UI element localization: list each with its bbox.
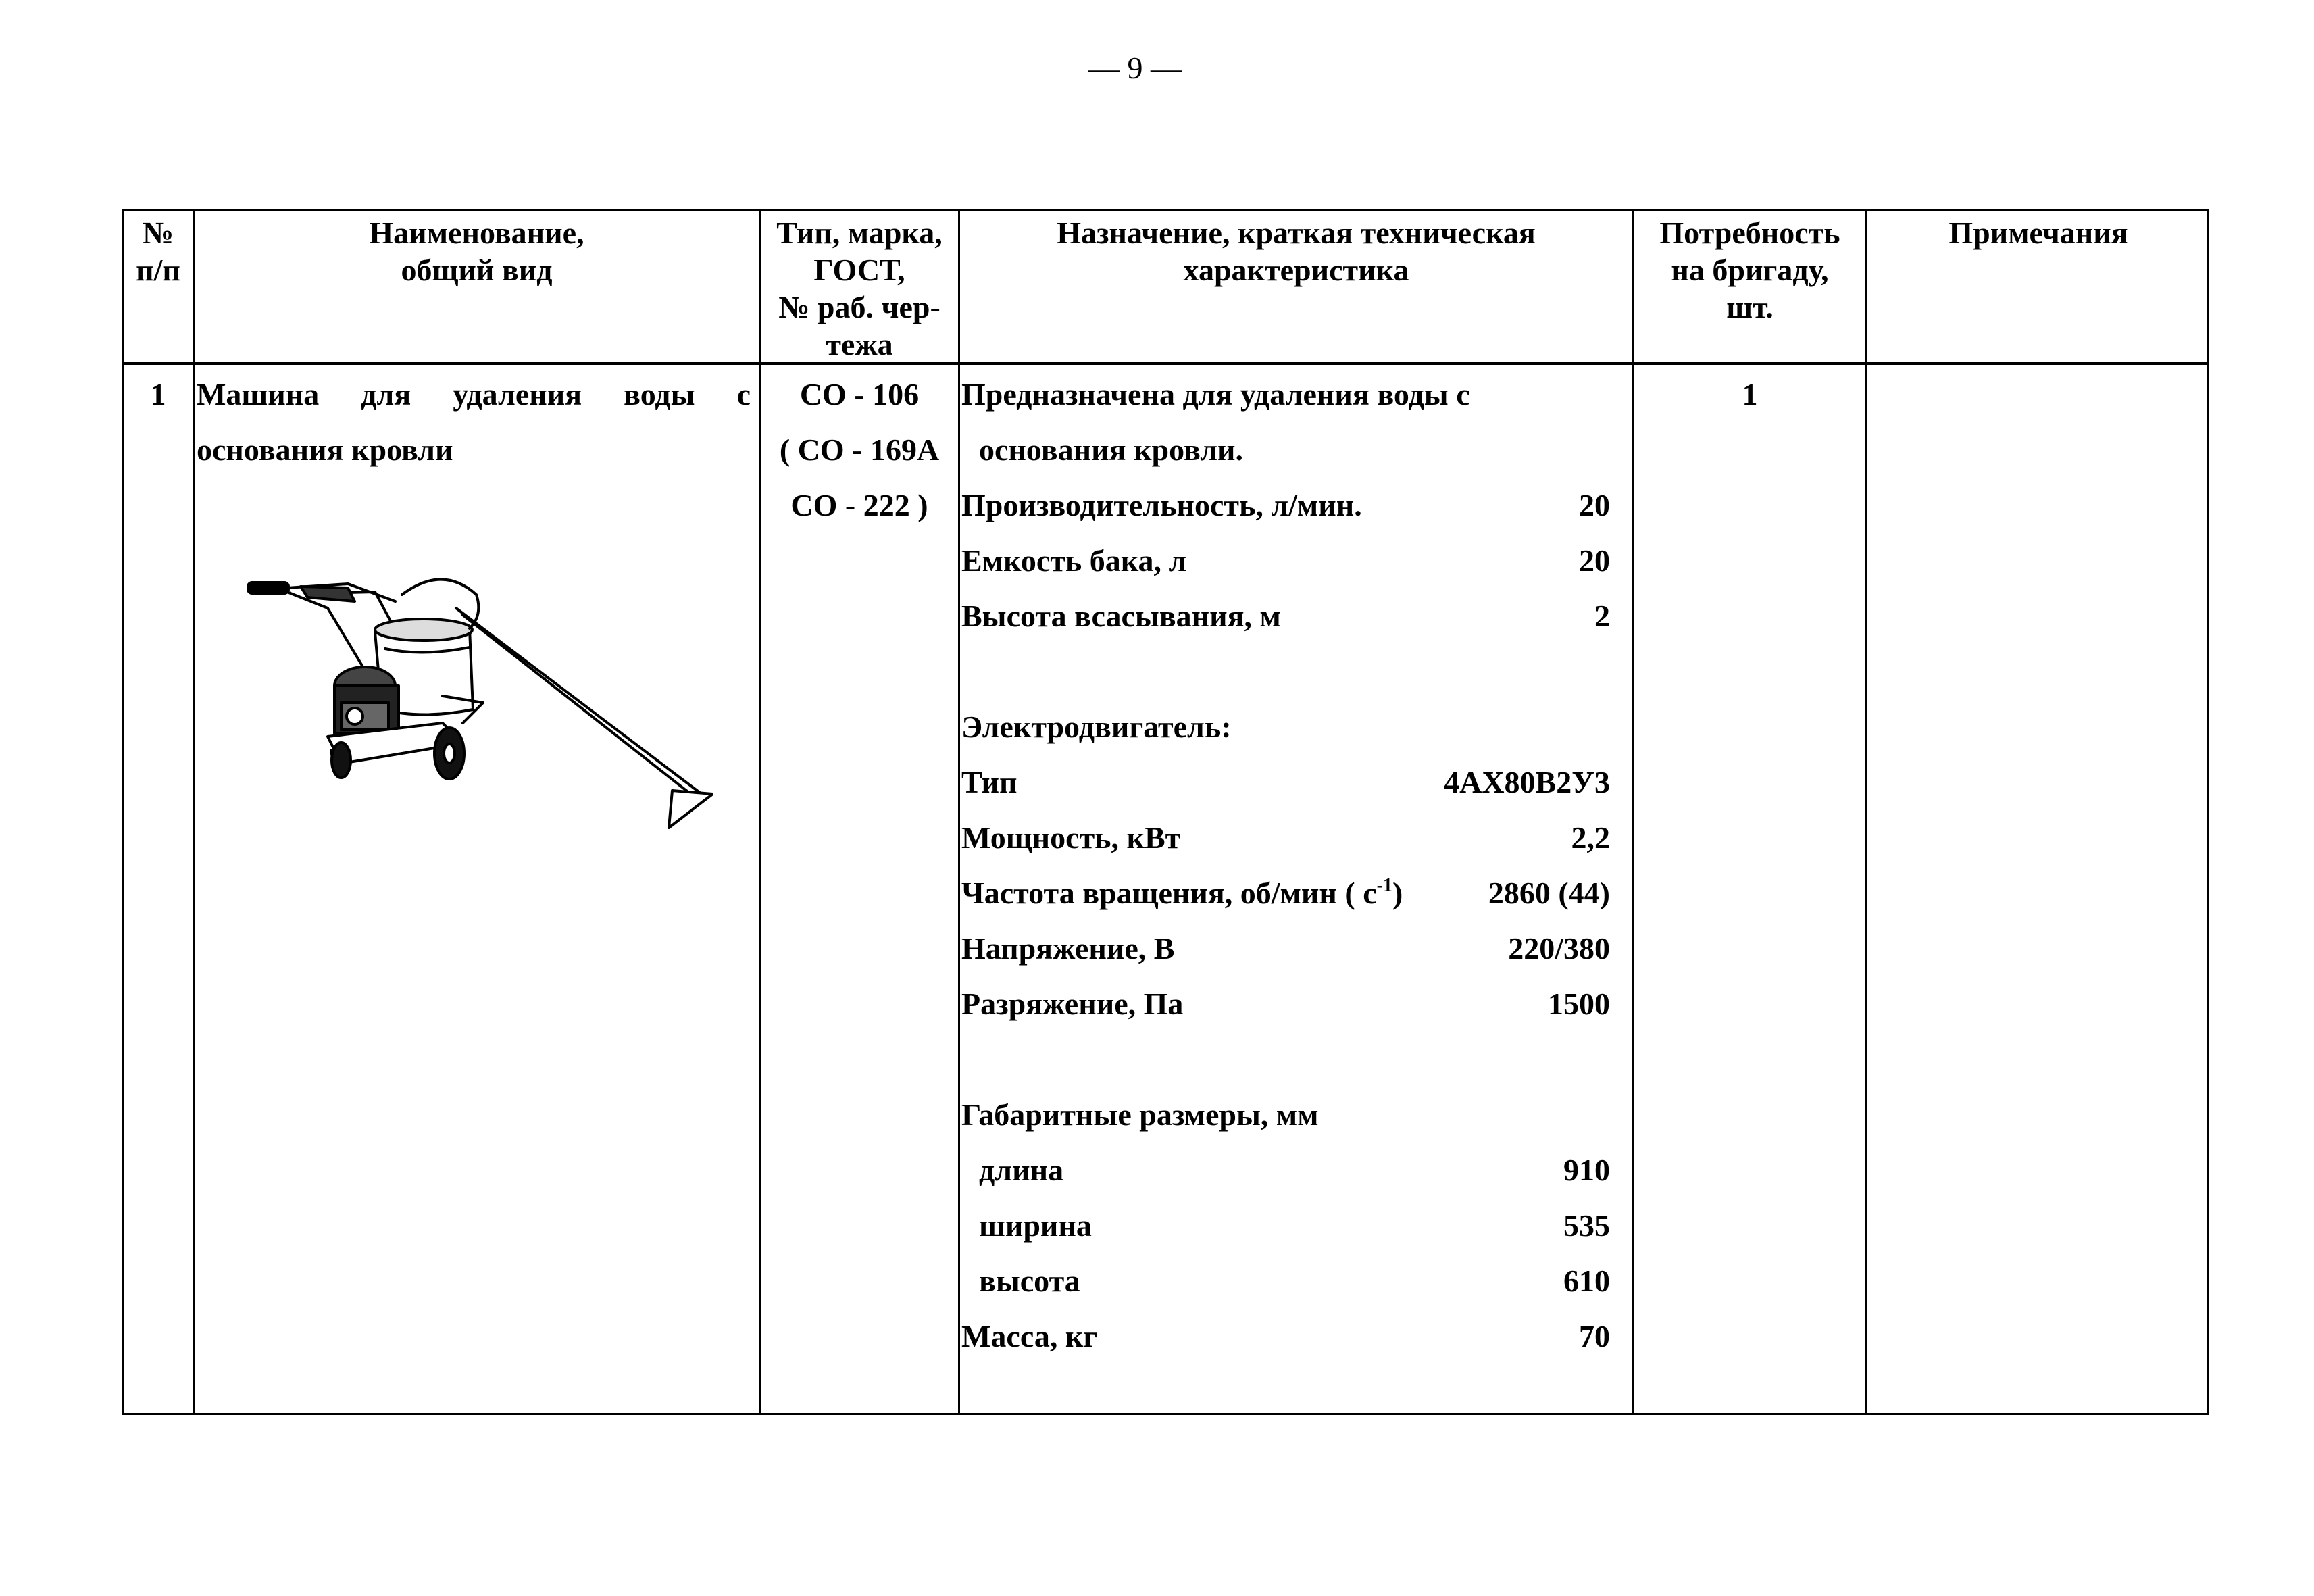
motor-heading: Электродвигатель:: [961, 709, 1232, 744]
spec-label: Напряжение, В: [961, 931, 1175, 966]
spec-value: 220/380: [1508, 931, 1610, 966]
spec-value: 2: [1594, 599, 1610, 633]
header-type-line: № раб. чер-: [778, 290, 940, 324]
item-need: 1: [1742, 377, 1758, 412]
superscript: -1: [1376, 875, 1392, 896]
spec-width: [961, 1198, 1610, 1253]
spec-label: высота: [979, 1264, 1080, 1298]
spec-value: 910: [1563, 1153, 1610, 1187]
spec-tank: [961, 533, 1610, 589]
spec-power: [961, 810, 1610, 866]
header-num: [124, 214, 193, 289]
spec-label: Производительность, л/мин.: [961, 488, 1362, 522]
page-number: — 9 —: [1088, 51, 1182, 85]
spec-label: Мощность, кВт: [961, 820, 1181, 855]
header-type-line: ГОСТ,: [813, 253, 905, 287]
spec-value: 4АХ80В2У3: [1444, 765, 1610, 799]
spec-value: 2,2: [1571, 820, 1610, 855]
header-name: [195, 214, 759, 289]
spec-productivity: [961, 478, 1610, 533]
header-need-line: шт.: [1726, 290, 1774, 324]
spec-label: Тип: [961, 765, 1017, 799]
type-line: СО - 106: [799, 377, 920, 412]
header-notes-line: Примечания: [1948, 216, 2128, 250]
column-divider: [193, 211, 195, 1413]
spec-label: Масса, кг: [961, 1319, 1098, 1353]
spec-value: 70: [1579, 1319, 1610, 1353]
header-type: [761, 214, 958, 363]
item-type: [761, 367, 958, 533]
spec-length: [961, 1143, 1610, 1198]
header-num-line: №: [142, 216, 174, 250]
type-line: ( СО - 169А: [779, 432, 940, 467]
water-removal-machine-illustration: [240, 568, 713, 838]
spec-label: Высота всасывания, м: [961, 599, 1281, 633]
spec-label: ширина: [979, 1208, 1092, 1243]
header-need: [1634, 214, 1865, 326]
type-line: СО - 222 ): [790, 488, 928, 522]
header-need-line: на бригаду,: [1671, 253, 1829, 287]
header-name-line: Наименование,: [369, 216, 584, 250]
header-purpose-line: Назначение, краткая техническая: [1057, 216, 1536, 250]
spec-motor-type: [961, 755, 1610, 810]
header-num-line: п/п: [136, 253, 180, 287]
spec-label: Частота вращения, об/мин ( $с^{-1}$): [961, 875, 1403, 910]
spec-mass: [961, 1309, 1610, 1364]
column-divider: [958, 211, 960, 1413]
spec-label: Емкость бака, л: [961, 543, 1187, 578]
header-notes: [1867, 214, 2209, 251]
spec-value: 1500: [1548, 987, 1610, 1021]
header-purpose: [960, 214, 1632, 289]
header-purpose-line: характеристика: [1183, 253, 1409, 287]
spec-voltage: [961, 921, 1610, 976]
dims-heading: Габаритные размеры, мм: [961, 1097, 1319, 1132]
header-need-line: Потребность: [1659, 216, 1840, 250]
spec-value: 20: [1579, 488, 1610, 522]
spec-rpm: [961, 866, 1610, 921]
spec-label: Разряжение, Па: [961, 987, 1184, 1021]
item-purpose: [961, 367, 1624, 1407]
header-divider: [124, 362, 2207, 365]
header-type-line: тежа: [826, 327, 893, 361]
header-type-line: Тип, марка,: [776, 216, 942, 250]
column-divider: [1865, 211, 1867, 1413]
purpose-line: Предназначена для удаления воды с: [961, 377, 1470, 412]
spec-height: [961, 1253, 1610, 1309]
item-name: Машина для удаления воды с основания кровли: [197, 377, 751, 467]
spec-value: 610: [1563, 1264, 1610, 1298]
spec-value: 535: [1563, 1208, 1610, 1243]
spec-vacuum: [961, 976, 1610, 1032]
spec-value: 20: [1579, 543, 1610, 578]
purpose-line: основания кровли.: [979, 432, 1243, 467]
spec-label: длина: [979, 1153, 1064, 1187]
header-name-line: общий вид: [401, 253, 553, 287]
spec-suction: [961, 589, 1610, 644]
spec-value: 2860 (44): [1488, 876, 1610, 910]
row-number: 1: [150, 377, 166, 412]
